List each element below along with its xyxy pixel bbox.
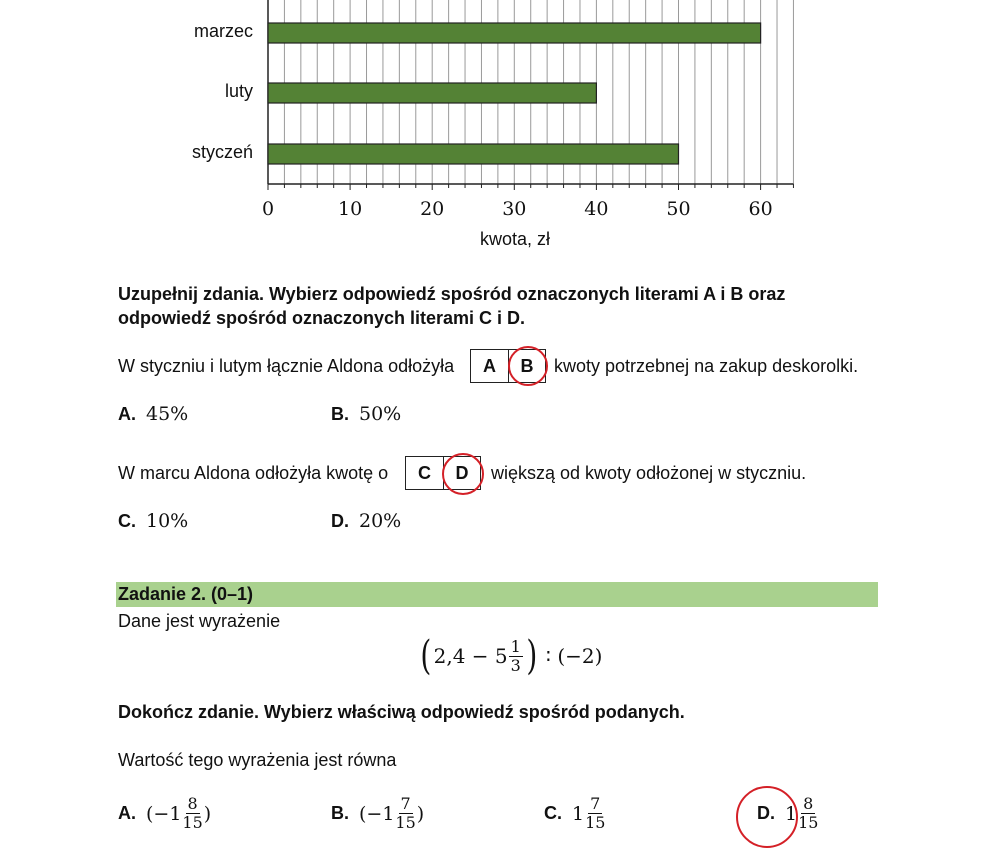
instruction-line-2: odpowiedź spośród oznaczonych literami C i D. [118, 308, 526, 328]
q2-option-a-pre: (−1 [146, 802, 182, 825]
sentence1-after: kwoty potrzebnej na zakup deskorolki. [554, 356, 859, 376]
choice-d[interactable]: D [443, 457, 480, 489]
choice-b[interactable]: B [508, 350, 545, 382]
sentence2-after: większą od kwoty odłożonej w styczniu. [491, 463, 807, 483]
option-c-letter: C. [118, 510, 136, 531]
option-b[interactable] [331, 403, 401, 425]
q2-option-a-num: 8 [187, 794, 198, 813]
option-d-letter: D. [331, 510, 349, 531]
choice-a[interactable]: A [483, 355, 496, 376]
answer-circle-q2-d [736, 786, 798, 848]
q2-option-b[interactable] [331, 795, 424, 832]
answer-circle-b [508, 346, 548, 386]
x-tick-label: 50 [666, 198, 691, 220]
expr-numerator: 1 [510, 636, 521, 656]
task-prompt: Wartość tego wyrażenia jest równa [118, 750, 397, 770]
q2-option-a[interactable] [118, 795, 211, 832]
instruction-line-1: Uzupełnij zdania. Wybierz odpowiedź spośród oznaczonych literami A i B oraz [118, 284, 786, 304]
option-d-value: 20% [359, 510, 402, 532]
expr-part-a: 2,4 − 5 [433, 644, 508, 668]
option-b-letter: B. [331, 403, 349, 424]
q2-option-c-fraction [585, 795, 605, 832]
option-c[interactable] [118, 510, 188, 532]
x-tick-label: 60 [748, 198, 773, 220]
x-tick-label: 10 [338, 198, 363, 220]
option-a-value: 45% [146, 403, 189, 425]
q2-option-b-num: 7 [400, 794, 411, 813]
q2-option-c[interactable] [544, 795, 606, 832]
sentence1-before: W styczniu i lutym łącznie Aldona odłożyła [118, 356, 455, 376]
category-label: marzec [193, 21, 253, 41]
expr-fraction [509, 638, 523, 675]
expr-denominator: 3 [510, 655, 521, 675]
q2-option-d-den: 15 [798, 813, 819, 832]
q2-option-b-fraction [395, 795, 415, 832]
q2-option-d-letter: D. [757, 803, 775, 823]
q2-option-b-pre: (−1 [359, 802, 395, 825]
bar-0 [268, 144, 679, 164]
task-header: Zadanie 2. (0–1) [118, 584, 254, 604]
q2-option-d-pre: 1 [785, 802, 798, 825]
q2-option-a-post: ) [203, 802, 212, 825]
q2-option-d-fraction [798, 795, 818, 832]
q2-option-a-den: 15 [182, 813, 203, 832]
q2-option-b-letter: B. [331, 803, 349, 823]
math-expression [418, 633, 603, 679]
x-tick-label: 20 [420, 198, 445, 220]
q2-option-a-fraction [182, 795, 202, 832]
q2-option-c-num: 7 [590, 794, 601, 813]
option-a-letter: A. [118, 403, 136, 424]
option-d[interactable] [331, 510, 401, 532]
category-label: luty [224, 81, 253, 101]
sentence2-before: W marcu Aldona odłożyła kwotę o [118, 463, 389, 483]
option-b-value: 50% [359, 403, 402, 425]
option-c-value: 10% [146, 510, 189, 532]
x-tick-label: 30 [502, 198, 527, 220]
bar-2 [268, 23, 761, 43]
q2-option-a-letter: A. [118, 803, 136, 823]
task-instruction: Dokończ zdanie. Wybierz właściwą odpowiedź spośród podanych. [118, 702, 685, 722]
answer-circle-d [442, 453, 484, 495]
x-tick-label: 40 [584, 198, 609, 220]
choice-c[interactable]: C [418, 462, 431, 483]
q2-option-d-num: 8 [803, 794, 814, 813]
category-label: styczeń [191, 142, 253, 162]
q2-option-c-den: 15 [585, 813, 606, 832]
expr-rest: ∶ (−2) [539, 644, 603, 668]
bar-1 [268, 83, 596, 103]
q2-option-b-den: 15 [395, 813, 416, 832]
q2-option-b-post: ) [416, 802, 425, 825]
task-intro: Dane jest wyrażenie [118, 611, 281, 631]
q2-option-c-pre: 1 [572, 802, 585, 825]
x-axis-label: kwota, zł [479, 229, 551, 249]
x-tick-label: 0 [261, 198, 275, 220]
option-a[interactable] [118, 403, 188, 425]
expr-open-paren: ( [420, 633, 432, 679]
q2-option-c-letter: C. [544, 803, 562, 823]
expr-close-paren: ) [526, 633, 538, 679]
